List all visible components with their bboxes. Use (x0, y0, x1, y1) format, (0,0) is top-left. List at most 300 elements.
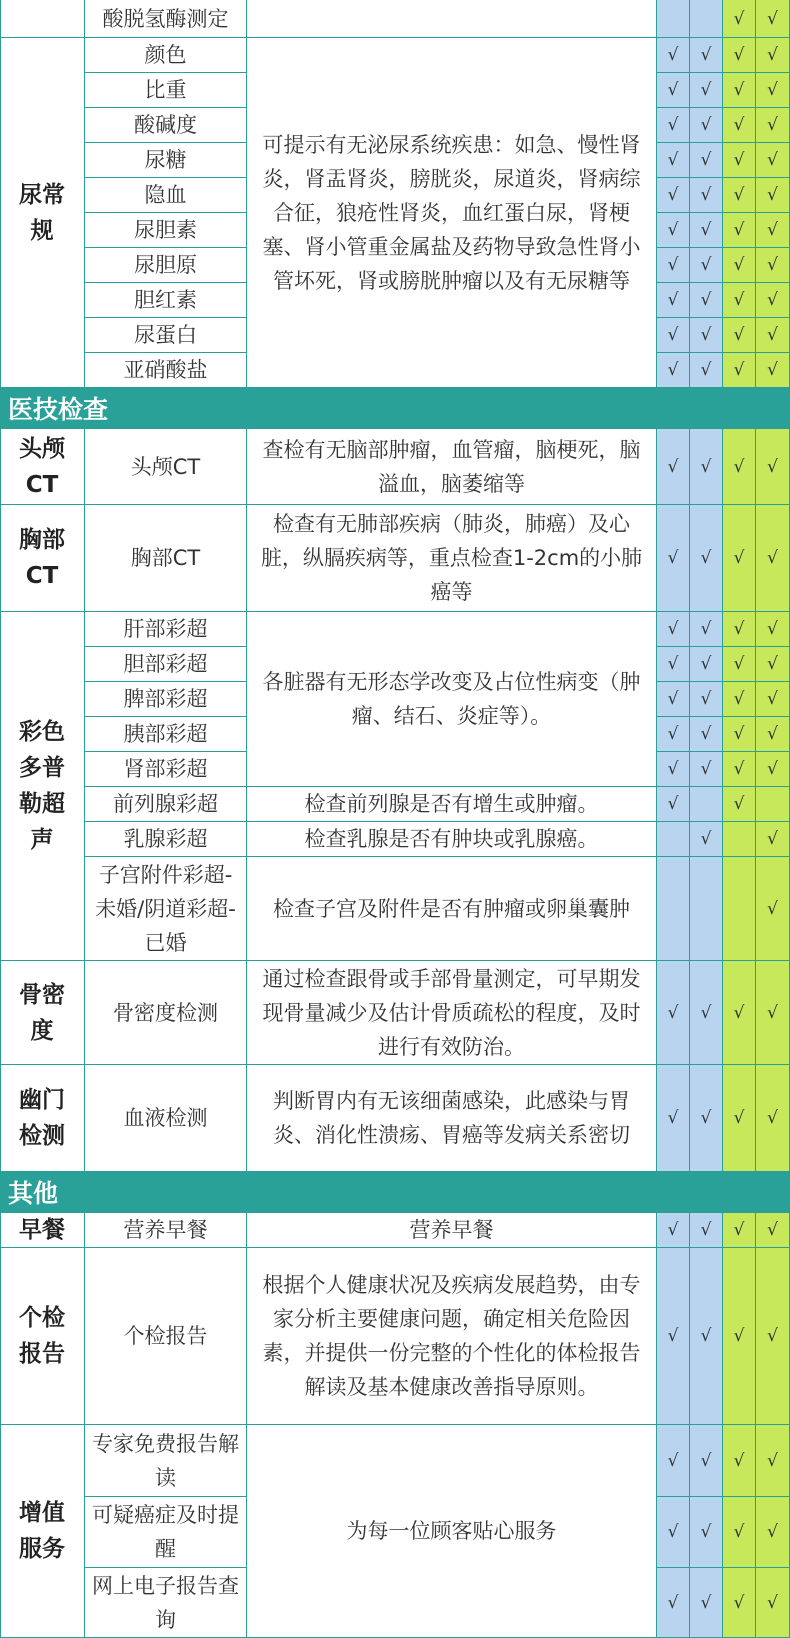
group-urine-row-5-check-3 (723, 178, 756, 213)
group-hp-row-1-item-text: 血液检测 (123, 1106, 208, 1130)
group-ultra-row-1-check-3-text: √ (733, 619, 745, 639)
group-urine-row-4-check-4 (756, 143, 790, 178)
group-urine-row-10-item-text: 亚硝酸盐 (123, 358, 208, 382)
group-head-row-1-check-3 (723, 429, 756, 505)
group-urine-row-6-check-1 (657, 213, 690, 248)
group-urine-row-9-check-3 (723, 318, 756, 353)
group-ultra-row-7-check-2 (690, 822, 723, 857)
table-row-top-desc (247, 0, 657, 38)
group-urine-row-6-check-2-text: √ (700, 220, 712, 240)
group-value-row-2-check-1-text: √ (667, 1522, 679, 1542)
group-value-row-2-item (85, 1497, 247, 1568)
group-urine-row-5-check-4-text: √ (767, 185, 778, 205)
group-bone-row-1-item-text: 骨密度检测 (113, 1000, 218, 1025)
group-ultra-row-7-item (85, 822, 247, 857)
group-urine-row-3-check-3-text: √ (733, 115, 745, 135)
group-ultra-row-1-item (85, 612, 247, 647)
group-urine-row-2-check-1 (657, 73, 690, 108)
group-report-row-1-check-4-text: √ (767, 1326, 778, 1346)
group-ultra-row-3-check-4 (756, 682, 790, 717)
group-ultra-row-4-item-text: 胰部彩超 (123, 722, 208, 746)
group-urine-row-7-check-4-text: √ (767, 255, 778, 275)
group-value-row-3-check-3 (723, 1568, 756, 1638)
group-urine-row-8-check-3 (723, 283, 756, 318)
group-urine-row-8-check-2 (690, 283, 723, 318)
group-ultra-row-4-check-4-text: √ (767, 724, 778, 744)
group-ultra-row-2-item-text: 胆部彩超 (123, 652, 208, 676)
group-ultra-row-1-check-2 (690, 612, 723, 647)
group-ultra-row-5-item (85, 752, 247, 787)
group-urine-row-1-check-4 (756, 38, 790, 73)
group-value-row-3-check-3-text: √ (733, 1592, 745, 1613)
group-ultra-row-6-check-3-text: √ (733, 794, 745, 814)
group-value-category-text: 增值 服务 (19, 1500, 65, 1562)
group-urine-row-4-check-2-text: √ (700, 150, 712, 170)
group-urine-row-6-check-3 (723, 213, 756, 248)
group-ultra-row-4-check-4 (756, 717, 790, 752)
group-urine-row-9-item (85, 318, 247, 353)
group-ultra-row-7-check-4 (756, 822, 790, 857)
table-row-top-check-4 (756, 0, 790, 38)
group-head-row-1-item (85, 429, 247, 505)
group-urine-row-10-check-1-text: √ (667, 360, 679, 380)
section-title: 其他 (8, 1179, 59, 1208)
group-ultra-row-4-check-1-text: √ (667, 724, 679, 744)
group-ultra-row-7-item-text: 乳腺彩超 (123, 827, 208, 851)
group-ultra-row-6-check-1 (657, 787, 690, 822)
group-value-row-1-item (85, 1425, 247, 1497)
group-ultra-row-3-item (85, 682, 247, 717)
group-head-description-text: 查检有无脑部肿瘤，血管瘤，脑梗死，脑溢血，脑萎缩等 (262, 437, 641, 496)
group-hp-description-text: 判断胃内有无该细菌感染，此感染与胃炎、消化性溃疡、胃癌等发病关系密切 (273, 1089, 630, 1147)
group-ultra-row-1-check-2-text: √ (700, 619, 712, 639)
group-hp-category (0, 1065, 85, 1172)
group-ultra-row-6-check-4 (756, 787, 790, 822)
group-value-row-2-check-2 (690, 1497, 723, 1568)
group-urine-row-3-check-1 (657, 108, 690, 143)
group-ultra-row-2-check-3 (723, 647, 756, 682)
group-urine-row-5-check-2 (690, 178, 723, 213)
group-ultra-organ-description (247, 612, 657, 787)
group-report-category-text: 个检 报告 (19, 1305, 65, 1367)
group-value-row-3-check-2-text: √ (700, 1592, 712, 1613)
group-urine-row-9-check-1-text: √ (667, 325, 679, 345)
group-ultra-row-1-check-3 (723, 612, 756, 647)
group-ultra-row-7-desc (247, 822, 657, 857)
group-urine-row-6-check-3-text: √ (733, 220, 745, 240)
group-ultra-row-8-check-2 (690, 857, 723, 961)
group-bone-category (0, 961, 85, 1065)
group-ultra-row-1-check-1-text: √ (667, 619, 679, 639)
group-urine-category (0, 38, 85, 388)
group-urine-row-5-check-2-text: √ (700, 185, 712, 205)
group-ultra-row-5-check-4 (756, 752, 790, 787)
group-urine-row-7-item-text: 尿胆原 (134, 253, 197, 277)
group-head-row-1-check-2 (690, 429, 723, 505)
group-ultra-row-1-check-4 (756, 612, 790, 647)
group-value-row-3-check-2 (690, 1568, 723, 1638)
group-ultra-row-6-item (85, 787, 247, 822)
group-report-row-1-check-2-text: √ (700, 1326, 712, 1346)
group-hp-row-1-item (85, 1065, 247, 1172)
section-title: 医技检查 (8, 395, 109, 424)
group-ultra-row-3-check-2 (690, 682, 723, 717)
group-ultra-category (0, 612, 85, 961)
group-urine-row-9-check-1 (657, 318, 690, 353)
group-ultra-row-7-check-1 (657, 822, 690, 857)
group-report-row-1-item (85, 1248, 247, 1425)
group-ultra-row-5-check-2-text: √ (700, 759, 712, 779)
group-urine-row-1-item-text: 颜色 (144, 43, 187, 67)
group-urine-row-10-check-4-text: √ (767, 360, 778, 380)
group-breakfast-description-text: 营养早餐 (409, 1218, 494, 1242)
group-urine-row-8-check-1 (657, 283, 690, 318)
group-urine-category-text: 尿常 规 (19, 181, 65, 244)
group-report-row-1-check-1-text: √ (667, 1326, 679, 1346)
group-ultra-row-6-item-text: 前列腺彩超 (113, 792, 218, 816)
group-value-description (247, 1425, 657, 1638)
group-hp-row-1-check-1 (657, 1065, 690, 1172)
group-ultra-row-3-check-2-text: √ (700, 689, 712, 709)
group-urine-row-9-check-4 (756, 318, 790, 353)
group-urine-row-1-check-3 (723, 38, 756, 73)
group-value-row-3-check-1-text: √ (667, 1592, 679, 1613)
group-urine-row-10-check-2 (690, 353, 723, 388)
group-breakfast-row-1-check-3 (723, 1213, 756, 1248)
group-ultra-row-2-check-1-text: √ (667, 654, 679, 674)
group-ultra-row-2-check-4 (756, 647, 790, 682)
group-ultra-row-4-item (85, 717, 247, 752)
group-ultra-row-8-check-4 (756, 857, 790, 961)
group-ultra-row-8-check-4-text: √ (767, 898, 778, 919)
group-ultra-row-8-desc (247, 857, 657, 961)
group-hp-category-text: 幽门 检测 (19, 1087, 65, 1149)
table-row-top-item-text: 酸脱氢酶测定 (102, 6, 229, 31)
group-value-row-1-check-3-text: √ (733, 1450, 745, 1471)
group-head-row-1-check-2-text: √ (700, 456, 712, 477)
group-urine-row-10-check-2-text: √ (700, 360, 712, 380)
group-urine-row-8-item (85, 283, 247, 318)
group-value-row-3-check-4 (756, 1568, 790, 1638)
group-hp-row-1-check-4-text: √ (767, 1108, 778, 1128)
group-ultra-row-6-check-3 (723, 787, 756, 822)
group-chest-row-1-check-4-text: √ (767, 548, 778, 568)
group-value-row-1-check-1-text: √ (667, 1450, 679, 1471)
table-row-top-check-2 (690, 0, 723, 38)
group-breakfast-category-text: 早餐 (19, 1217, 65, 1243)
group-value-row-2-item-text: 可疑癌症及时提醒 (92, 1503, 239, 1561)
group-ultra-row-4-check-1 (657, 717, 690, 752)
group-urine-row-3-check-1-text: √ (667, 115, 679, 135)
group-ultra-row-2-check-4-text: √ (767, 654, 778, 674)
group-urine-row-4-check-4-text: √ (767, 150, 778, 170)
group-urine-row-7-check-3-text: √ (733, 255, 745, 275)
group-urine-row-10-check-1 (657, 353, 690, 388)
group-urine-row-7-check-1 (657, 248, 690, 283)
group-chest-description-text: 检查有无肺部疾病（肺炎，肺癌）及心脏，纵膈疾病等，重点检查1-2cm的小肺癌等 (260, 512, 643, 604)
group-head-row-1-item-text: 头颅CT (130, 454, 201, 479)
group-value-row-1-check-1 (657, 1425, 690, 1497)
group-urine-description-text: 可提示有无泌尿系统疾患：如急、慢性肾炎，肾盂肾炎，膀胱炎，尿道炎，肾病综合征，狼疮性肾炎，血红蛋白尿，肾梗塞、肾小管重金属盐及药物导致急性肾小管坏死，肾或膀胱肿瘤以及有无尿糖等 (262, 132, 641, 293)
group-urine-row-9-check-4-text: √ (767, 325, 778, 345)
group-urine-row-10-check-3 (723, 353, 756, 388)
group-urine-row-6-check-2 (690, 213, 723, 248)
group-bone-row-1-check-2-text: √ (700, 1002, 712, 1023)
group-urine-row-1-item (85, 38, 247, 73)
group-urine-row-5-check-3-text: √ (733, 185, 745, 205)
group-urine-row-1-check-3-text: √ (733, 45, 745, 65)
group-value-row-2-check-3-text: √ (733, 1522, 745, 1542)
group-ultra-row-3-check-3 (723, 682, 756, 717)
group-urine-row-1-check-1 (657, 38, 690, 73)
group-ultra-row-8-item-text: 子宫附件彩超-未婚/阴道彩超-已婚 (95, 862, 236, 955)
group-ultra-row-6-desc (247, 787, 657, 822)
table-row-top-item (85, 0, 247, 38)
group-value-row-2-check-3 (723, 1497, 756, 1568)
group-value-description-text: 为每一位顾客贴心服务 (346, 1519, 557, 1543)
group-bone-description-text: 通过检查跟骨或手部骨量测定，可早期发现骨量减少及估计骨质疏松的程度，及时进行有效防治。 (262, 966, 641, 1059)
group-urine-row-8-check-1-text: √ (667, 290, 679, 310)
group-ultra-row-3-check-4-text: √ (767, 689, 778, 709)
group-bone-row-1-check-3 (723, 961, 756, 1065)
group-ultra-row-5-item-text: 肾部彩超 (123, 757, 208, 781)
group-urine-row-8-check-3-text: √ (733, 290, 745, 310)
group-breakfast-row-1-check-4 (756, 1213, 790, 1248)
group-chest-row-1-item (85, 505, 247, 612)
group-urine-row-8-item-text: 胆红素 (134, 288, 197, 312)
group-report-description (247, 1248, 657, 1425)
group-ultra-row-2-check-2-text: √ (700, 654, 712, 674)
group-ultra-row-8-check-1 (657, 857, 690, 961)
group-urine-row-3-check-2 (690, 108, 723, 143)
group-ultra-row-8-desc-text: 检查子宫及附件是否有肿瘤或卵巢囊肿 (273, 896, 630, 921)
group-urine-row-3-item-text: 酸碱度 (134, 113, 197, 137)
group-urine-row-3-check-3 (723, 108, 756, 143)
group-ultra-row-6-check-2 (690, 787, 723, 822)
group-chest-row-1-item-text: 胸部CT (130, 546, 201, 570)
group-ultra-row-1-check-1 (657, 612, 690, 647)
group-urine-row-9-check-3-text: √ (733, 325, 745, 345)
table-row-top-check-3 (723, 0, 756, 38)
group-report-category (0, 1248, 85, 1425)
group-ultra-row-4-check-2 (690, 717, 723, 752)
group-ultra-row-3-check-3-text: √ (733, 689, 745, 709)
group-ultra-row-4-check-3-text: √ (733, 724, 745, 744)
group-head-row-1-check-4-text: √ (767, 456, 778, 477)
group-chest-row-1-check-3 (723, 505, 756, 612)
group-head-row-1-check-1-text: √ (667, 456, 679, 477)
group-value-category (0, 1425, 85, 1638)
group-chest-row-1-check-2-text: √ (700, 548, 712, 568)
group-ultra-row-5-check-1 (657, 752, 690, 787)
group-urine-row-1-check-2-text: √ (700, 45, 712, 65)
group-ultra-row-7-check-4-text: √ (767, 829, 778, 849)
group-value-row-1-check-2-text: √ (700, 1450, 712, 1471)
group-chest-category (0, 505, 85, 612)
group-bone-row-1-check-1-text: √ (667, 1002, 679, 1023)
group-bone-row-1-check-4 (756, 961, 790, 1065)
group-urine-row-2-check-3-text: √ (733, 80, 745, 100)
group-value-row-2-check-1 (657, 1497, 690, 1568)
group-ultra-row-8-item (85, 857, 247, 961)
group-report-row-1-check-3-text: √ (733, 1326, 745, 1346)
group-urine-row-4-check-1-text: √ (667, 150, 679, 170)
group-value-row-3-item-text: 网上电子报告查询 (92, 1573, 239, 1632)
group-hp-row-1-check-3-text: √ (733, 1108, 745, 1128)
group-bone-category-text: 骨密 度 (19, 981, 65, 1044)
group-breakfast-row-1-item (85, 1213, 247, 1248)
group-breakfast-description (247, 1213, 657, 1248)
group-urine-row-4-check-3-text: √ (733, 150, 745, 170)
group-urine-row-8-check-2-text: √ (700, 290, 712, 310)
group-ultra-row-3-item-text: 脾部彩超 (123, 687, 208, 711)
group-urine-row-6-item (85, 213, 247, 248)
group-ultra-row-3-check-1-text: √ (667, 689, 679, 709)
group-urine-row-6-check-4-text: √ (767, 220, 778, 240)
group-bone-row-1-item (85, 961, 247, 1065)
group-ultra-row-7-check-3 (723, 822, 756, 857)
group-ultra-row-2-check-3-text: √ (733, 654, 745, 674)
table-row-top-check-3-text: √ (733, 8, 745, 29)
section-header (0, 1172, 790, 1213)
group-head-category-text: 头颅 CT (19, 435, 65, 498)
group-urine-row-1-check-2 (690, 38, 723, 73)
group-urine-row-10-check-3-text: √ (733, 360, 745, 380)
group-urine-row-2-check-1-text: √ (667, 80, 679, 100)
group-urine-row-3-check-4 (756, 108, 790, 143)
group-head-category (0, 429, 85, 505)
group-head-row-1-check-1 (657, 429, 690, 505)
group-breakfast-row-1-check-1 (657, 1213, 690, 1248)
group-value-row-2-check-2-text: √ (700, 1522, 712, 1542)
group-urine-row-4-item-text: 尿糖 (144, 148, 187, 172)
group-urine-row-3-check-4-text: √ (767, 115, 778, 135)
group-urine-row-7-item (85, 248, 247, 283)
table-row-top-check-1 (657, 0, 690, 38)
group-ultra-row-5-check-2 (690, 752, 723, 787)
group-breakfast-row-1-check-4-text: √ (767, 1220, 778, 1240)
group-breakfast-row-1-check-3-text: √ (733, 1220, 745, 1240)
group-ultra-row-6-check-1-text: √ (667, 794, 679, 814)
group-hp-row-1-check-4 (756, 1065, 790, 1172)
group-urine-row-1-check-4-text: √ (767, 45, 778, 65)
group-bone-row-1-check-2 (690, 961, 723, 1065)
group-urine-row-5-item (85, 178, 247, 213)
group-report-row-1-item-text: 个检报告 (123, 1324, 208, 1348)
group-urine-row-8-check-4-text: √ (767, 290, 778, 310)
group-report-row-1-check-2 (690, 1248, 723, 1425)
group-chest-row-1-check-4 (756, 505, 790, 612)
group-value-row-1-check-3 (723, 1425, 756, 1497)
group-value-row-3-item (85, 1568, 247, 1638)
group-urine-row-4-check-3 (723, 143, 756, 178)
group-ultra-row-5-check-3 (723, 752, 756, 787)
group-urine-row-9-check-2-text: √ (700, 325, 712, 345)
group-urine-row-5-check-4 (756, 178, 790, 213)
group-hp-row-1-check-2-text: √ (700, 1108, 712, 1128)
group-value-row-3-check-4-text: √ (767, 1592, 778, 1613)
group-value-row-2-check-4-text: √ (767, 1522, 778, 1542)
group-ultra-row-8-check-3 (723, 857, 756, 961)
group-bone-description (247, 961, 657, 1065)
group-report-description-text: 根据个人健康状况及疾病发展趋势，由专家分析主要健康问题，确定相关危险因素，并提供一份完整的个性化的体检报告解读及基本健康改善指导原则。 (262, 1273, 641, 1399)
group-urine-row-5-check-1-text: √ (667, 185, 679, 205)
group-urine-row-10-item (85, 353, 247, 388)
group-urine-row-7-check-2-text: √ (700, 255, 712, 275)
group-chest-row-1-check-3-text: √ (733, 548, 745, 568)
group-value-row-1-check-4 (756, 1425, 790, 1497)
group-ultra-row-3-check-1 (657, 682, 690, 717)
group-chest-row-1-check-2 (690, 505, 723, 612)
group-urine-row-8-check-4 (756, 283, 790, 318)
group-urine-row-9-check-2 (690, 318, 723, 353)
group-hp-row-1-check-2 (690, 1065, 723, 1172)
group-ultra-row-4-check-3 (723, 717, 756, 752)
group-urine-row-5-check-1 (657, 178, 690, 213)
group-report-row-1-check-1 (657, 1248, 690, 1425)
group-urine-row-2-check-3 (723, 73, 756, 108)
group-ultra-row-5-check-3-text: √ (733, 759, 745, 779)
group-hp-description (247, 1065, 657, 1172)
group-urine-row-4-check-1 (657, 143, 690, 178)
group-breakfast-category (0, 1213, 85, 1248)
group-value-row-1-check-4-text: √ (767, 1450, 778, 1471)
group-ultra-row-5-check-4-text: √ (767, 759, 778, 779)
group-urine-row-7-check-1-text: √ (667, 255, 679, 275)
group-urine-row-2-check-2 (690, 73, 723, 108)
group-ultra-category-text: 彩色 多普 勒超 声 (19, 719, 65, 853)
group-head-description (247, 429, 657, 505)
group-urine-row-2-check-4 (756, 73, 790, 108)
group-ultra-row-7-desc-text: 检查乳腺是否有肿块或乳腺癌。 (304, 827, 599, 851)
group-urine-row-4-item (85, 143, 247, 178)
group-urine-row-7-check-3 (723, 248, 756, 283)
group-urine-row-3-check-2-text: √ (700, 115, 712, 135)
group-ultra-row-1-item-text: 肝部彩超 (123, 617, 208, 641)
group-urine-row-5-item-text: 隐血 (144, 183, 187, 207)
group-hp-row-1-check-1-text: √ (667, 1108, 679, 1128)
group-chest-description (247, 505, 657, 612)
group-urine-row-6-check-4 (756, 213, 790, 248)
table-row-top-check-4-text: √ (767, 8, 778, 29)
group-head-row-1-check-4 (756, 429, 790, 505)
group-urine-row-1-check-1-text: √ (667, 45, 679, 65)
group-bone-row-1-check-3-text: √ (733, 1002, 745, 1023)
group-ultra-row-5-check-1-text: √ (667, 759, 679, 779)
group-hp-row-1-check-3 (723, 1065, 756, 1172)
group-urine-row-4-check-2 (690, 143, 723, 178)
group-urine-row-2-check-4-text: √ (767, 80, 778, 100)
group-value-row-2-check-4 (756, 1497, 790, 1568)
group-value-row-1-check-2 (690, 1425, 723, 1497)
group-urine-description (247, 38, 657, 388)
group-head-row-1-check-3-text: √ (733, 456, 745, 477)
group-ultra-row-2-check-1 (657, 647, 690, 682)
group-urine-row-7-check-2 (690, 248, 723, 283)
group-report-row-1-check-4 (756, 1248, 790, 1425)
group-urine-row-10-check-4 (756, 353, 790, 388)
group-breakfast-row-1-check-2 (690, 1213, 723, 1248)
group-urine-row-9-item-text: 尿蛋白 (134, 323, 197, 347)
group-ultra-row-7-check-2-text: √ (700, 829, 712, 849)
group-urine-row-7-check-4 (756, 248, 790, 283)
group-urine-row-6-check-1-text: √ (667, 220, 679, 240)
group-chest-row-1-check-1 (657, 505, 690, 612)
group-ultra-row-2-item (85, 647, 247, 682)
group-breakfast-row-1-check-2-text: √ (700, 1220, 712, 1240)
group-chest-category-text: 胸部 CT (19, 527, 65, 589)
group-ultra-organ-description-text: 各脏器有无形态学改变及占位性病变（肿瘤、结石、炎症等）。 (262, 670, 641, 728)
